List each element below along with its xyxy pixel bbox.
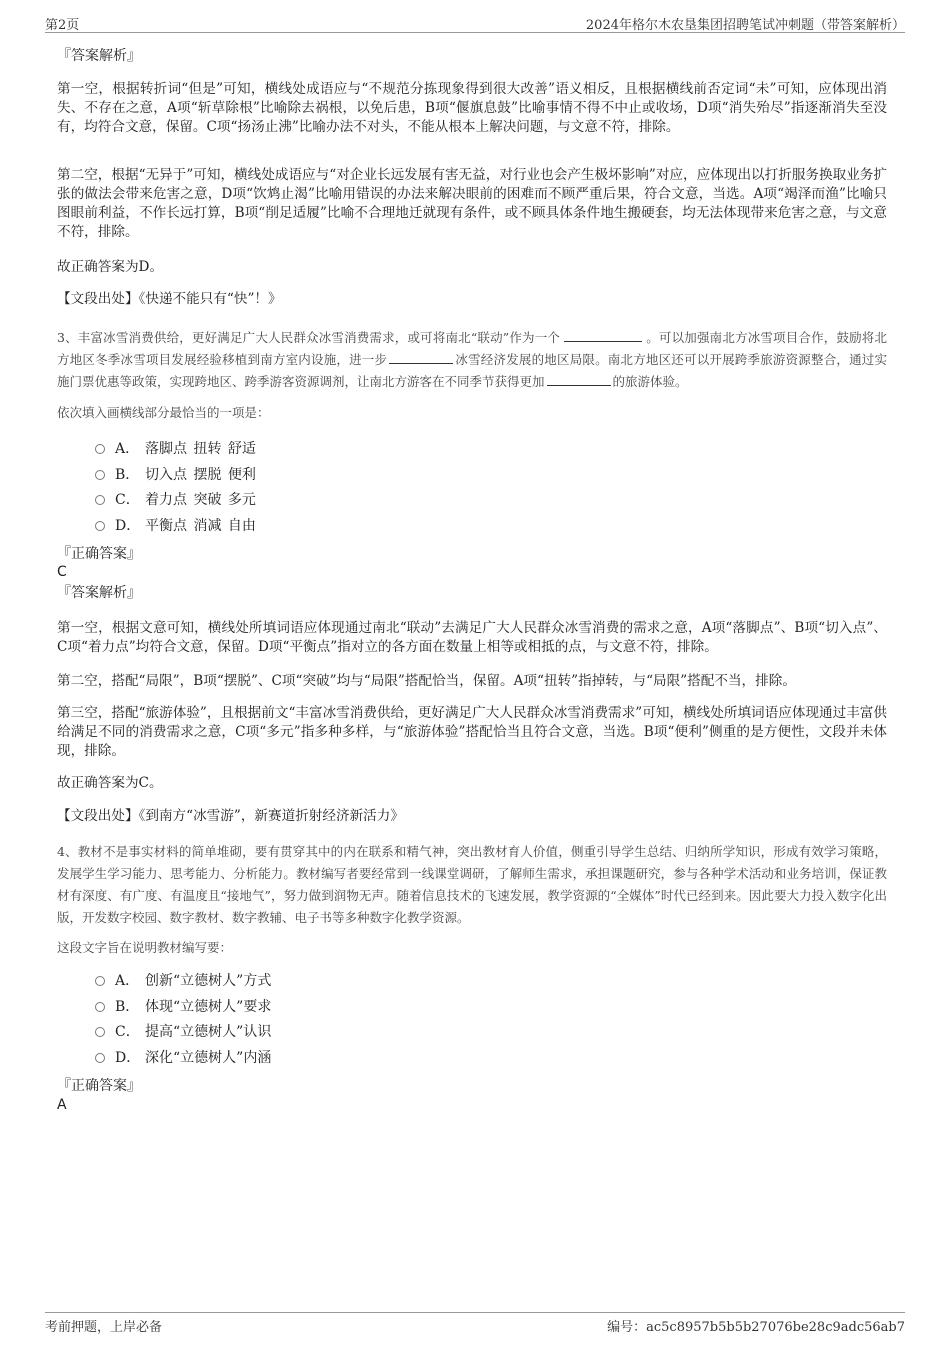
radio-icon[interactable] xyxy=(95,1053,105,1063)
correct-answer: A xyxy=(57,1097,67,1113)
radio-icon[interactable] xyxy=(95,495,105,505)
option-d[interactable]: D． 深化“立德树人”内涵 xyxy=(95,1046,271,1072)
blank-3 xyxy=(547,373,611,386)
radio-icon[interactable] xyxy=(95,444,105,454)
page-number: 第2页 xyxy=(45,18,80,33)
analysis-tag: 『答案解析』 xyxy=(57,48,141,64)
option-c[interactable]: C． 提高“立德树人”认识 xyxy=(95,1020,271,1046)
blank-1 xyxy=(564,329,642,342)
source-citation: 【文段出处】《到南方“冰雪游”，新赛道折射经济新活力》 xyxy=(57,808,404,824)
question-4-prompt: 这段文字旨在说明教材编写要： xyxy=(57,940,233,955)
analysis-paragraph-1: 第一空，根据文意可知，横线处所填词语应体现通过南北“联动”去满足广大人民群众冰雪消费的需求之意，A项“落脚点”、B项“切入点”、C项“着力点”均符合文意，保留。D项“平衡点”指对立的各方面在数量上相等或相抵的点，与文意不符，排除。 xyxy=(57,620,887,655)
page-footer xyxy=(45,1312,905,1335)
radio-icon[interactable] xyxy=(95,1002,105,1012)
analysis-paragraph-2: 第二空，根据“无异于”可知，横线处成语应与“对企业长远发展有害无益，对行业也会产生极坏影响”对应，应体现出以打折服务换取业务扩张的做法会带来危害之意，D项“饮鸩止渴”比喻用错误的办法来解决眼前的困难而不顾严重后果，符合文意，当选。A项“竭泽而渔”比喻只图眼前利益，不作长远打算，B项“削足适履”比喻不合理地迁就现有条件，或不顾具体条件地生搬硬套，均无法体现带来危害之意，与文意不符，排除。 xyxy=(57,167,887,240)
analysis-paragraph-3: 第三空，搭配“旅游体验”，且根据前文“丰富冰雪消费供给，更好满足广大人民群众冰雪消费需求”可知，横线处所填词语应体现通过丰富供给满足不同的消费需求之意，C项“多元”指多种多样，与“旅游体验”搭配恰当且符合文意，当选。B项“便利”侧重的是方便性，文段并未体现，排除。 xyxy=(57,705,887,759)
source-citation: 【文段出处】《快递不能只有“快”！》 xyxy=(57,291,282,307)
answer-tag: 『正确答案』 xyxy=(57,546,141,562)
page-header xyxy=(45,14,905,33)
question-4-text: 4、教材不是事实材料的简单堆砌，要有贯穿其中的内在联系和精气神，突出教材育人价值，侧重引导学生总结、归纳所学知识，形成有效学习策略，发展学生学习能力、思考能力、分析能力。教材编写者要经常到一线课堂调研，了解师生需求，承担课题研究，参与各种学术活动和业务培训，保证教材有深度、有广度、有温度且“接地气”，努力做到润物无声。随着信息技术的飞速发展，教学资源的“全媒体”时代已经到来。因此要大力投入数字化出版，开发数字校园、数字教材、数字教辅、电子书等多种数字化教学资源。 xyxy=(57,844,887,925)
document-title: 2024年格尔木农垦集团招聘笔试冲刺题（带答案解析） xyxy=(585,18,905,33)
question-4-options xyxy=(95,969,271,1071)
question-3-prompt: 依次填入画横线部分最恰当的一项是： xyxy=(57,405,270,420)
radio-icon[interactable] xyxy=(95,470,105,480)
question-3-text: 3、丰富冰雪消费供给，更好满足广大人民群众冰雪消费需求，或可将南北“联动”作为一个 。可以加强南北方冰雪项目合作，鼓励将北方地区冬季冰雪项目发展经验移植到南方室内设施，进一步 冰雪经济发展的地区局限。南北方地区还可以开展跨季旅游资源整合，通过实施门票优惠等政策，实现跨地区、跨季游客资源调剂，让南北方游客在不同季节获得更加 的旅游体验。 xyxy=(57,330,887,389)
conclusion: 故正确答案为C。 xyxy=(57,775,163,791)
option-a[interactable]: A． 创新“立德树人”方式 xyxy=(95,969,271,995)
radio-icon[interactable] xyxy=(95,521,105,531)
document-id: 编号：ac5c8957b5b5b27076be28c9adc56ab7 xyxy=(607,1320,905,1335)
conclusion: 故正确答案为D。 xyxy=(57,259,164,275)
option-c[interactable]: C． 着力点 突破 多元 xyxy=(95,488,256,514)
option-b[interactable]: B． 切入点 摆脱 便利 xyxy=(95,463,256,489)
analysis-paragraph-1: 第一空，根据转折词“但是”可知，横线处成语应与“不规范分拣现象得到很大改善”语义相反，且根据横线前否定词“未”可知，应体现出消失、不存在之意，A项“斩草除根”比喻除去祸根，以免后患，B项“偃旗息鼓”比喻事情不得不中止或收场，D项“消失殆尽”指逐渐消失至没有，均符合文意，保留。C项“扬汤止沸”比喻办法不对头，不能从根本上解决问题，与文意不符，排除。 xyxy=(57,81,887,135)
analysis-tag: 『答案解析』 xyxy=(57,585,141,601)
radio-icon[interactable] xyxy=(95,976,105,986)
footer-slogan: 考前押题，上岸必备 xyxy=(45,1320,163,1335)
correct-answer: C xyxy=(57,564,67,580)
radio-icon[interactable] xyxy=(95,1027,105,1037)
answer-tag: 『正确答案』 xyxy=(57,1078,141,1094)
option-b[interactable]: B． 体现“立德树人”要求 xyxy=(95,995,271,1021)
option-a[interactable]: A． 落脚点 扭转 舒适 xyxy=(95,437,256,463)
question-3-options xyxy=(95,437,256,539)
analysis-paragraph-2: 第二空，搭配“局限”，B项“摆脱”、C项“突破”均与“局限”搭配恰当，保留。A项“扭转”指掉转，与“局限”搭配不当，排除。 xyxy=(57,673,796,689)
option-d[interactable]: D． 平衡点 消减 自由 xyxy=(95,514,256,540)
blank-2 xyxy=(389,351,453,364)
